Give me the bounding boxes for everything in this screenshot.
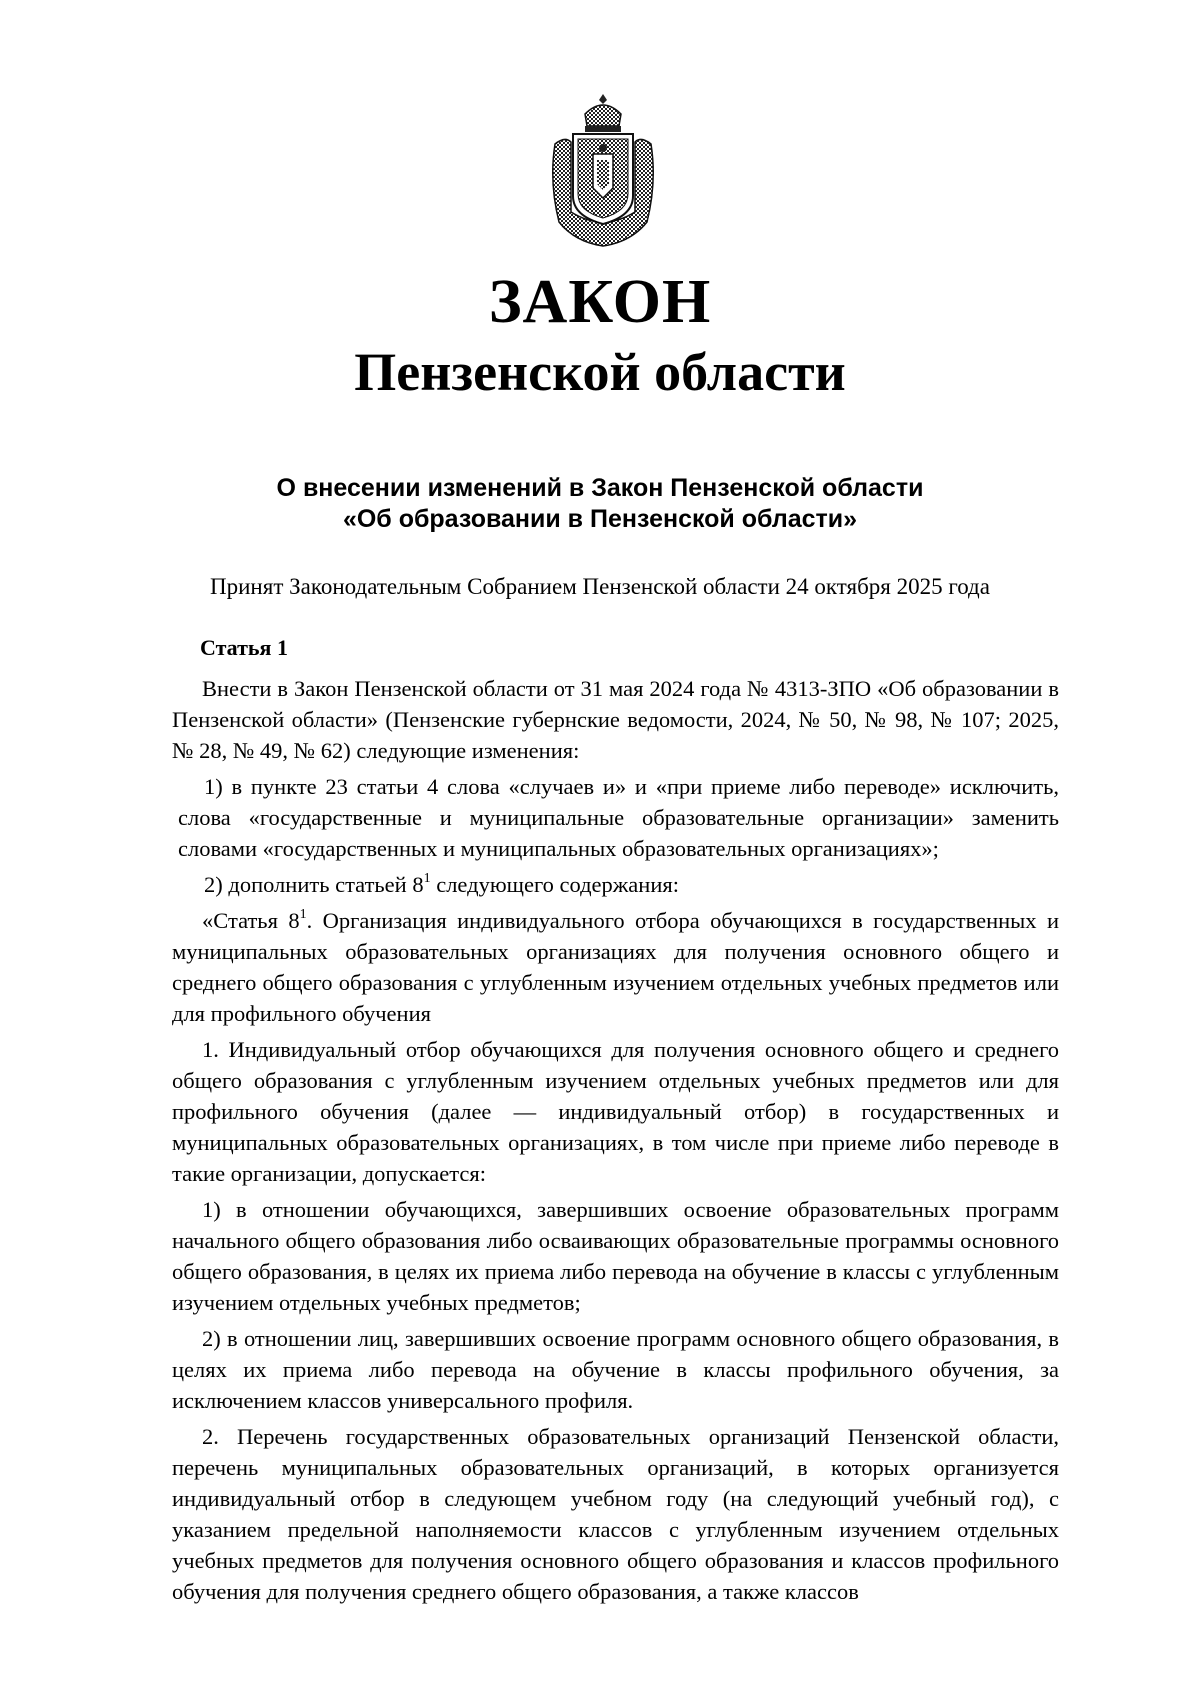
article-intro: Внести в Закон Пензенской области от 31 мая 2024 года № 4313-ЗПО «Об образовании в Пензенской области» (Пензенские губернские ведомости, 2024, № 50, № 98, № 107; 2025, № 28, № 49, № 62) следующие изменения: xyxy=(172,676,1059,763)
amendment-item-1: 1) в пункте 23 статьи 4 слова «случаев и» и «при приеме либо переводе» исключить, слова «государственные и муниципальные образовательные организации» заменить словами «государственных и муниципальных образовательных организациях»; xyxy=(178,774,1059,861)
law-name-line-2: «Об образовании в Пензенской области» xyxy=(342,505,858,533)
new-article-title: «Статья $8^1$. Организация индивидуального отбора обучающихся в государственных и муниципальных образовательных организациях для получения основного общего и среднего общего образования с углубленным изучением отдельных учебных предметов или для профильного обучения xyxy=(172,907,1059,1026)
article-body xyxy=(172,673,1059,1612)
paragraph-2: 2. Перечень государственных образовательных организаций Пензенской области, перечень муниципальных образовательных организаций, в которых организуется индивидуальный отбор в следующем учебном году (на следующий учебный год), с указанием предельной наполняемости классов с углубленным изучением отдельных учебных предметов для получения основного общего образования и классов профильного обучения для получения среднего общего образования, а также классов xyxy=(172,1424,1059,1604)
coat-of-arms-icon xyxy=(545,92,661,248)
amendment-item-2: 2) дополнить статьей $8^1$ следующего содержания: xyxy=(204,871,679,897)
region-name: Пензенской области xyxy=(354,342,846,402)
law-name xyxy=(0,473,1200,535)
adoption-note: Принят Законодательным Собранием Пензенской области 24 октября 2025 года xyxy=(210,574,990,599)
paragraph-1: 1. Индивидуальный отбор обучающихся для получения основного общего и среднего общего образования с углубленным изучением отдельных учебных предметов или для профильного обучения (далее — индивидуальный отбор) в государственных и муниципальных образовательных организациях, в том числе при приеме либо переводе в такие организации, допускается: xyxy=(172,1037,1059,1186)
document-title: ЗАКОН xyxy=(488,268,712,336)
paragraph-1-item-1: 1) в отношении обучающихся, завершивших освоение образовательных программ начального общего образования либо осваивающих образовательные программы основного общего образования, в целях их приема либо перевода на обучение в классы с углубленным изучением отдельных учебных предметов; xyxy=(172,1197,1059,1315)
law-name-line-1: О внесении изменений в Закон Пензенской области xyxy=(276,474,924,502)
article-heading: Статья 1 xyxy=(200,635,288,660)
paragraph-1-item-2: 2) в отношении лиц, завершивших освоение программ основного общего образования, в целях их приема либо перевода на обучение в классы профильного обучения, за исключением классов универсального профиля. xyxy=(172,1326,1059,1413)
